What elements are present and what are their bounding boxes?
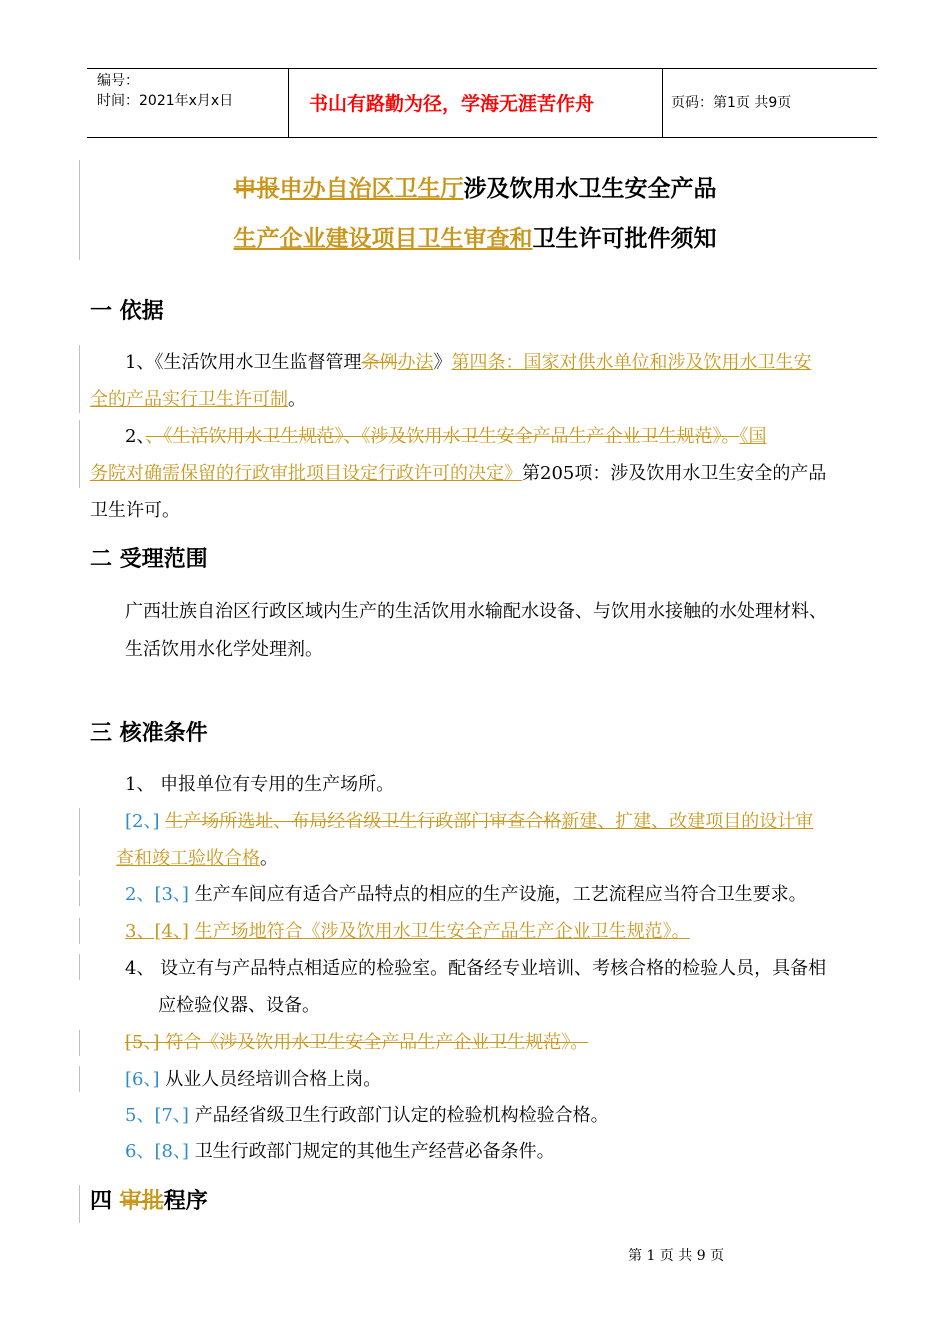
scope-text-line-1: 广西壮族自治区行政区域内生产的生活饮用水输配水设备、与饮用水接触的水处理材料、 — [125, 601, 827, 622]
condition-1: 1、 申报单位有专用的生产场所。 — [125, 774, 395, 795]
doc-title-line-1: 申报申办自治区卫生厅涉及饮用水卫生安全产品 — [233, 176, 717, 202]
revision-bar — [79, 918, 80, 944]
section-heading-scope: 二 受理范围 — [90, 547, 208, 572]
revision-bar — [79, 420, 80, 488]
section-heading-procedure: 四 审批程序 — [90, 1189, 208, 1214]
revision-bar — [79, 880, 80, 906]
revision-bar — [79, 1185, 80, 1223]
revision-bar — [79, 808, 80, 876]
condition-5-line-2: 应检验仪器、设备。 — [158, 995, 320, 1016]
basis-item-1-line-1: 1、《生活饮用水卫生监督管理条例办法》第四条：国家对供水单位和涉及饮用水卫生安 — [125, 352, 812, 373]
condition-5-line-1: 4、 设立有与产品特点相适应的检验室。配备经专业培训、考核合格的检验人员，具备相 — [125, 958, 827, 979]
header-divider-2 — [662, 69, 663, 137]
revision-bar — [79, 1066, 80, 1092]
revision-bar — [79, 1030, 80, 1056]
condition-4: 3、[4、] 生产场地符合《涉及饮用水卫生安全产品生产企业卫生规范》。 — [125, 921, 690, 942]
condition-9: 6、[8、] 卫生行政部门规定的其他生产经营必备条件。 — [125, 1141, 555, 1162]
condition-2-line-1: [2、] 生产场所选址、布局经省级卫生行政部门审查合格新建、扩建、改建项目的设计审 — [125, 811, 814, 832]
header-divider-1 — [288, 69, 289, 137]
condition-7: [6、] 从业人员经培训合格上岗。 — [125, 1069, 382, 1090]
footer-page-number: 第 1 页 共 9 页 — [628, 1248, 725, 1264]
condition-6: [5、] 符合《涉及饮用水卫生安全产品生产企业卫生规范》。 — [125, 1032, 589, 1053]
basis-item-2-line-1: 2、、《生活饮用水卫生规范》、《涉及饮用水卫生安全产品生产企业卫生规范》。《国 — [125, 426, 767, 447]
header-page: 页码：第1页 共9页 — [671, 95, 792, 111]
basis-item-2-line-3: 卫生许可。 — [90, 500, 180, 521]
basis-item-1-line-2: 全的产品实行卫生许可制。 — [90, 389, 306, 410]
basis-item-2-line-2: 务院对确需保留的行政审批项目设定行政许可的决定》第205项：涉及饮用水卫生安全的产品 — [90, 463, 827, 484]
scope-text-line-2: 生活饮用水化学处理剂。 — [125, 639, 323, 660]
condition-8: 5、[7、] 产品经省级卫生行政部门认定的检验机构检验合格。 — [125, 1105, 609, 1126]
section-heading-basis: 一 依据 — [90, 299, 164, 324]
condition-2-line-2: 查和竣工验收合格。 — [116, 848, 278, 869]
header-table — [87, 68, 877, 138]
revision-bar — [79, 345, 80, 413]
section-heading-conditions: 三 核准条件 — [90, 721, 208, 746]
header-time: 时间：2021年x月x日 — [97, 93, 234, 109]
revision-bar — [79, 954, 80, 980]
doc-title-line-2: 生产企业建设项目卫生审查和卫生许可批件须知 — [233, 226, 717, 252]
condition-3: 2、[3、] 生产车间应有适合产品特点的相应的生产设施，工艺流程应当符合卫生要求。 — [125, 884, 807, 905]
header-motto: 书山有路勤为径，学海无涯苦作舟 — [309, 93, 595, 115]
header-serial: 编号： — [97, 73, 139, 89]
